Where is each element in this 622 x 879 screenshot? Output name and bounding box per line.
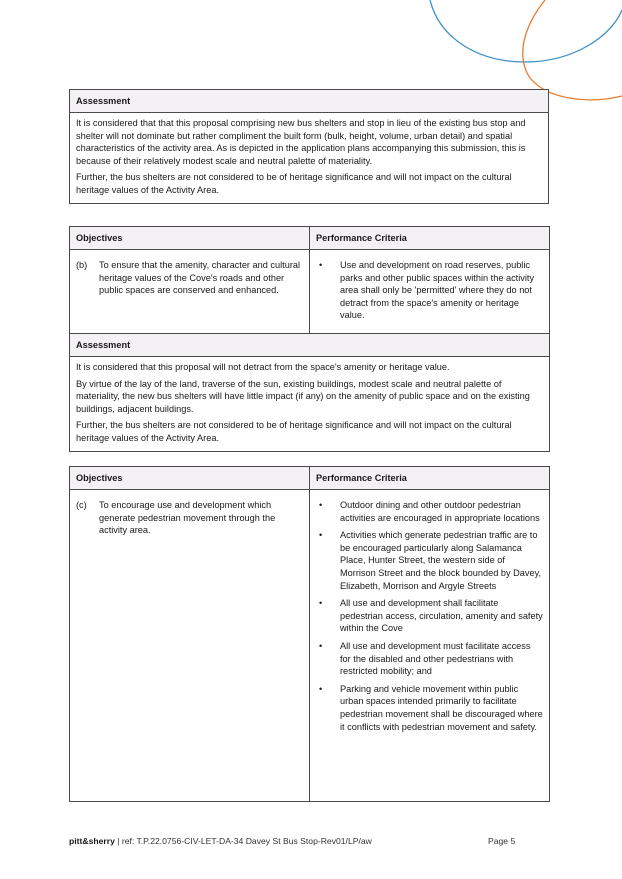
objective-cell bbox=[70, 250, 310, 334]
assessment-paragraph: It is considered that that this proposal comprising new bus shelters and stop in lieu of the existing bus stop and shelter will not dominate but rather compliment the built form (bulk, height, volume, urban detail) and spatial characteristics of the activity area. As is depicted in the application plans accompanying this submission, this is because of their relatively modest scale and neutral palette of materiality. bbox=[76, 118, 526, 166]
criteria-text: All use and development shall facilitate pedestrian access, circulation, amenity and safety within the Cove bbox=[340, 598, 543, 634]
footer-brand: pitt&sherry bbox=[69, 836, 115, 846]
objectives-table-b bbox=[69, 226, 550, 452]
page-number: Page 5 bbox=[488, 836, 516, 846]
criteria-item bbox=[316, 597, 543, 635]
assessment-body bbox=[70, 113, 549, 204]
assessment-heading: Assessment bbox=[70, 90, 549, 113]
objectives-header: Objectives bbox=[70, 227, 310, 250]
bullet-icon: • bbox=[319, 530, 323, 541]
orange-arc bbox=[523, 0, 622, 100]
criteria-text: Activities which generate pedestrian traffic are to be encouraged particularly along Salamanca Place, Hunter Street, the western side of Morrison Street and the block bounded by Davey, Elizabeth, Morrison and Argyle Streets bbox=[340, 530, 542, 591]
objective-label: (b) bbox=[76, 260, 88, 270]
objectives-header: Objectives bbox=[70, 467, 310, 490]
objective-text: To ensure that the amenity, character and cultural heritage values of the Cove's roads and other public spaces are conserved and enhanced. bbox=[99, 260, 301, 296]
objective-text: To encourage use and development which generate pedestrian movement through the activity area. bbox=[99, 500, 276, 536]
bullet-icon: • bbox=[319, 260, 323, 270]
criteria-item bbox=[316, 683, 543, 733]
objectives-table-c bbox=[69, 466, 550, 802]
criteria-item bbox=[316, 640, 543, 678]
criteria-text: Use and development on road reserves, public parks and other public spaces within the activity area shall only be 'permitted' where they do not detract from the space's amenity or heritage value. bbox=[340, 260, 535, 321]
assessment-table-1 bbox=[69, 89, 549, 204]
assessment-paragraph: Further, the bus shelters are not considered to be of heritage significance and will not impact on the cultural heritage values of the Activity Area. bbox=[76, 172, 512, 195]
bullet-icon: • bbox=[319, 640, 323, 651]
criteria-text: Parking and vehicle movement within public urban spaces intended primarily to facilitate pedestrian movement shall be discouraged where it conflicts with pedestrian movement and safety. bbox=[340, 683, 543, 732]
assessment-body bbox=[70, 356, 550, 451]
assessment-paragraph: It is considered that this proposal will not detract from the space's amenity or heritage value. bbox=[76, 361, 450, 372]
footer-reference: | ref: T.P.22.0756-CIV-LET-DA-34 Davey St Bus Stop-Rev01/LP/aw bbox=[114, 836, 372, 846]
objective-cell bbox=[70, 490, 310, 802]
performance-criteria-header: Performance Criteria bbox=[310, 227, 550, 250]
criteria-item bbox=[316, 499, 543, 524]
objective-label: (c) bbox=[76, 500, 87, 510]
criteria-cell bbox=[310, 250, 550, 334]
performance-criteria-header: Performance Criteria bbox=[310, 467, 550, 490]
bullet-icon: • bbox=[319, 683, 323, 694]
assessment-heading: Assessment bbox=[70, 333, 550, 356]
assessment-paragraph: By virtue of the lay of the land, traverse of the sun, existing buildings, modest scale and neutral palette of materiality, the new bus shelters will have little impact (if any) on the amenity of public space and on the existing buildings, adjacent buildings. bbox=[76, 378, 530, 414]
criteria-item bbox=[316, 529, 543, 592]
bullet-icon: • bbox=[319, 598, 323, 609]
criteria-item bbox=[316, 259, 543, 322]
bullet-icon: • bbox=[319, 500, 323, 510]
assessment-paragraph: Further, the bus shelters are not considered to be of heritage significance and will not impact on the cultural heritage values of the Activity Area. bbox=[76, 420, 512, 443]
blue-arc bbox=[430, 0, 622, 62]
criteria-cell bbox=[310, 490, 550, 802]
criteria-text: All use and development must facilitate access for the disabled and other pedestrians with restricted mobility; and bbox=[340, 640, 531, 677]
page-footer bbox=[69, 835, 549, 848]
criteria-text: Outdoor dining and other outdoor pedestrian activities are encouraged in appropriate locations bbox=[340, 500, 540, 523]
